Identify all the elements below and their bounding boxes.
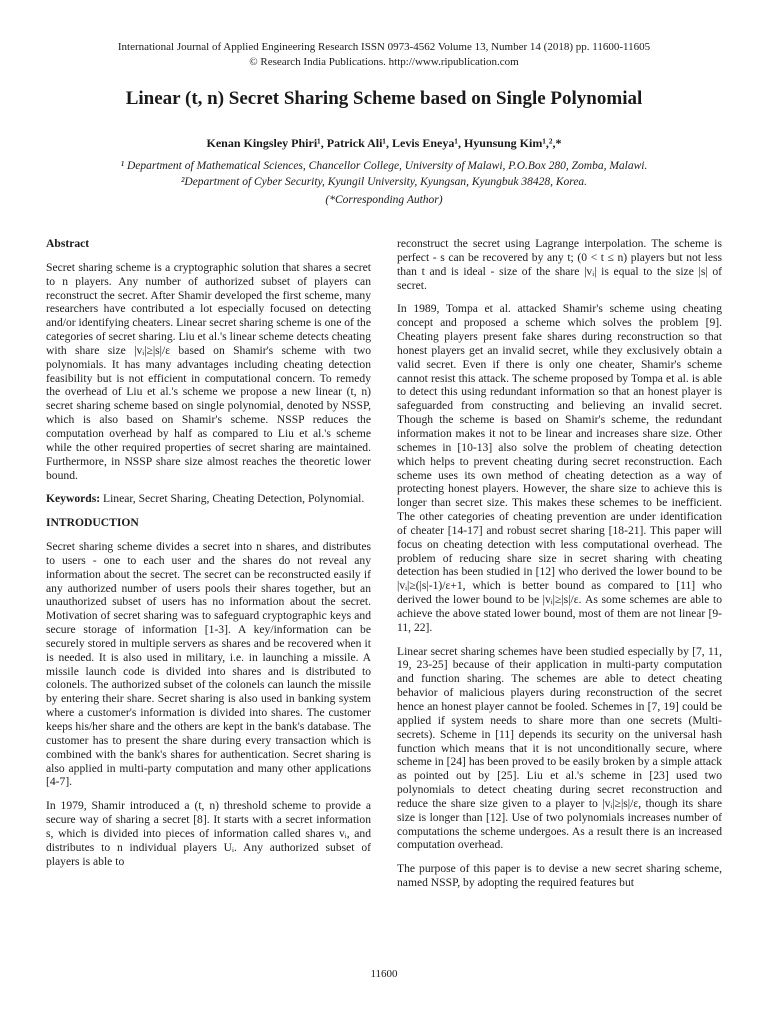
intro-paragraph-1: Secret sharing scheme divides a secret into n shares, and distributes to users - one to each user and the shares do not reveal any information about the secret. The secret can be reconstructed easily if any authorized number of users pools their shares together, but an unauthorized subset of users has no information about the secret. Motivation of secret sharing was to safeguard cryptographic keys and secure storage of information [1-3]. A key/information can be securely stored in multiple servers as shares and be recovered when it is needed. It is also used in military, i.e. in launching a missile. A missile launch code is divided into shares and is distributed to colonels. The authorized subset of the colonels can launch the missile by entering their share. Secret sharing is also used in banking system where a customer's information is divided into shares. The customer keeps his/her share and the others are kept in the bank's database. The customer has to present the share during every transaction which is combined with the bank's shares for authentication. Secret sharing is also applied in multi-party computation and many other applications [4-7].: [46, 540, 371, 789]
affiliation-2: ²Department of Cyber Security, Kyungil University, Kyungsan, Kyungbuk 38428, Korea.: [180, 176, 588, 188]
journal-header: [0, 40, 768, 70]
abstract-heading: Abstract: [46, 237, 90, 250]
affiliations: [0, 158, 768, 190]
intro-paragraph-2: In 1979, Shamir introduced a (t, n) threshold scheme to provide a secure way of sharing a secret [8]. It starts with a secret information s, which is divided into pieces of information called shares vᵢ, and distributes to n individual players Uᵢ. Any authorized subset of players is able to: [46, 799, 371, 868]
right-column: [397, 237, 722, 900]
keywords-text: Linear, Secret Sharing, Cheating Detection, Polynomial.: [100, 492, 365, 506]
paragraph-tompa: In 1989, Tompa et al. attacked Shamir's scheme using cheating concept and proposed a scheme which solves the problem [9]. Cheating players present fake shares during reconstruction so that honest players get an invalid secret, while they exclusively obtain a valid secret. Even if there is only one cheater, Shamir's scheme cannot resist this attack. The scheme proposed by Tompa et al. is able to detect this using redundant information so that an honest player is safeguarded from constructing and believing an invalid secret. Though the scheme is based on Shamir's scheme, the redundant information makes it not to be linear and increases share size. Other schemes in [10-13] also solve the problem of cheating detection which helps to prevent cheating during secret reconstruction. Each scheme uses its own method of cheating detection as a way of protecting honest players. However, the share size to achieve this is longer than secret size. This makes these schemes to be inefficient. The other categories of cheating prevention are under identification of cheater [14-17] and robust secret sharing [18-21]. This paper will focus on cheating detection with less computational overhead. The problem of reducing share size in secret sharing with cheating detection has been studied in [12] who derived the lower bound to be |vᵢ|≥(|s|-1)/ε+1, which is better bound as compared to [11] who derived the lower bound to be |vᵢ|≥|s|/ε. As some schemes are able to achieve the above stated lower bound, most of them are not linear [9-11, 22].: [397, 302, 722, 634]
paragraph-linear-schemes: Linear secret sharing schemes have been studied especially by [7, 11, 19, 23-25] because of their application in multi-party computation and function sharing. The schemes are able to detect cheating behavior of malicious players during reconstruction of the secret hence an honest player cannot be fooled. Schemes in [7, 19] could be applied if system needs to share more than one secrets (Multi-secrets). Scheme in [11] depends its security on the universal hash function which means that it is not unconditionally secure, where scheme in [24] has been proved to be easily broken by a simple attack as pointed out by [25]. Liu et al.'s scheme in [23] used two polynomials to detect cheating during secret reconstruction and reduce the share size given to a player to |vᵢ|≥|s|/ε, though its share size is longer than [12]. Use of two polynomials increases number of computations the scheme undergoes. As a result there is an increased computation overhead.: [397, 644, 722, 852]
paragraph-purpose: The purpose of this paper is to devise a new secret sharing scheme, named NSSP, by adopting the required features but: [397, 862, 722, 890]
paper-title: Linear (t, n) Secret Sharing Scheme based on Single Polynomial: [125, 88, 643, 109]
journal-info-line: International Journal of Applied Engineering Research ISSN 0973-4562 Volume 13, Number 14 (2018) pp. 11600-11605: [117, 41, 651, 53]
affiliation-1: ¹ Department of Mathematical Sciences, Chancellor College, University of Malawi, P.O.Box 280, Zomba, Malawi.: [120, 160, 648, 172]
keywords: [46, 492, 371, 506]
left-column: [46, 237, 371, 878]
keywords-label: Keywords:: [46, 492, 101, 506]
corresponding-author-note: (*Corresponding Author): [325, 194, 443, 206]
publisher-line: © Research India Publications. http://www.ripublication.com: [249, 56, 519, 68]
page-number: 11600: [370, 968, 398, 980]
abstract-text: Secret sharing scheme is a cryptographic solution that shares a secret to n players. Any number of authorized subset of players can reconstruct the secret. After Shamir developed the first scheme, many researchers have contributed a lot especially focused on detecting and/or identifying cheaters. Linear secret sharing scheme is one of the categories of secret sharing. Liu et al.'s linear scheme detects cheating with share size |vᵢ|≥|s|/ε based on Shamir's scheme with two polynomials. It has many advantages including cheating detection feasibility but is not efficient in computational concern. To remedy the overhead of Liu et al.'s scheme we propose a new linear (t, n) secret sharing scheme based on single polynomial, denoted by NSSP, which is also based on Shamir's scheme. NSSP reduces the computation overhead by half as compared to Liu et al.'s scheme while the other required properties of secret sharing are maintained. Furthermore, in NSSP share size almost reaches the theoretic lower bound.: [46, 260, 371, 482]
introduction-heading: INTRODUCTION: [46, 516, 139, 530]
paragraph-continued: reconstruct the secret using Lagrange interpolation. The scheme is perfect - s can be recovered by any t; (0 < t ≤ n) players but not less than t and is ideal - size of the share |vᵢ| is equal to the size |s| of secret.: [397, 237, 722, 292]
author-list: Kenan Kingsley Phiri¹, Patrick Ali¹, Levis Eneya¹, Hyunsung Kim¹,²,*: [206, 136, 562, 150]
